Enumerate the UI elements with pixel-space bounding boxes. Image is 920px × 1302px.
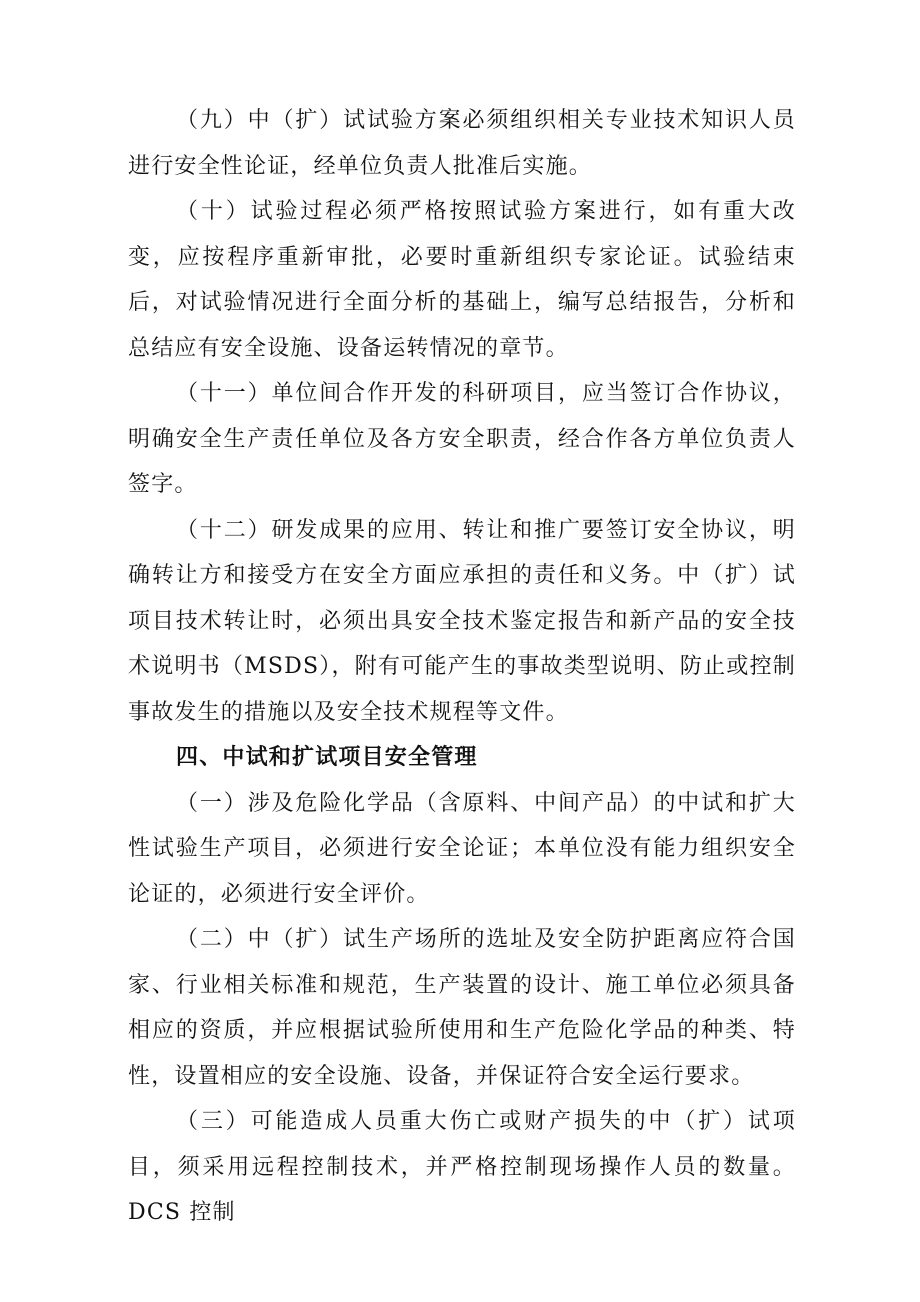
paragraph-10: （十）试验过程必须严格按照试验方案进行，如有重大改变，应按程序重新审批，必要时重新组织专家论证。试验结束后，对试验情况进行全面分析的基础上，编写总结报告，分析和总结应有安全设施、设备运转情况的章节。 (128, 199, 796, 361)
paragraph-11: （十一）单位间合作开发的科研项目，应当签订合作协议，明确安全生产责任单位及各方安全职责，经合作各方单位负责人签字。 (128, 381, 796, 497)
section-heading: 四、中试和扩试项目安全管理 (176, 745, 478, 770)
document-page (128, 98, 796, 1236)
section-paragraph-2: （二）中（扩）试生产场所的选址及安全防护距离应符合国家、行业相关标准和规范，生产装置的设计、施工单位必须具备相应的资质，并应根据试验所使用和生产危险化学品的种类、特性，设置相应的安全设施、设备，并保证符合安全运行要求。 (128, 927, 796, 1089)
paragraph-12: （十二）研发成果的应用、转让和推广要签订安全协议，明确转让方和接受方在安全方面应承担的责任和义务。中（扩）试项目技术转让时，必须出具安全技术鉴定报告和新产品的安全技术说明书（MSDS），附有可能产生的事故类型说明、防止或控制事故发生的措施以及安全技术规程等文件。 (128, 517, 796, 725)
section-paragraph-3: （三）可能造成人员重大伤亡或财产损失的中（扩）试项目，须采用远程控制技术，并严格控制现场操作人员的数量。DCS 控制 (128, 1109, 796, 1225)
paragraph-9: （九）中（扩）试试验方案必须组织相关专业技术知识人员进行安全性论证，经单位负责人批准后实施。 (128, 108, 796, 179)
section-paragraph-1: （一）涉及危险化学品（含原料、中间产品）的中试和扩大性试验生产项目，必须进行安全论证；本单位没有能力组织安全论证的，必须进行安全评价。 (128, 790, 796, 907)
